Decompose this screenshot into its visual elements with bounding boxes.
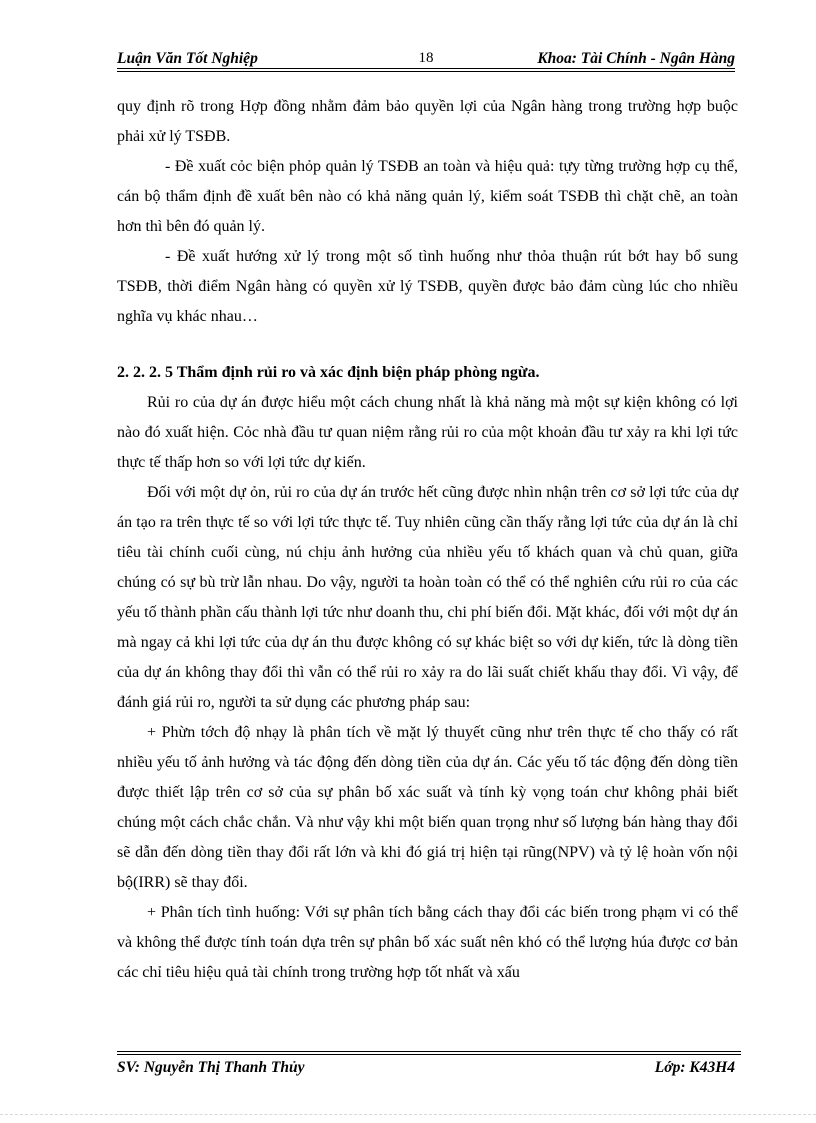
- section-heading: 2. 2. 2. 5 Thẩm định rủi ro và xác định biện pháp phòng ngừa.: [117, 364, 540, 381]
- class-code: Lớp: K43H4: [654, 1059, 735, 1076]
- paragraph-5: Đối với một dự ỏn, rủi ro của dự án trước hết cũng được nhìn nhận trên cơ sở lợi tức của dự án tạo ra trên thực tế so với lợi tức thực tế. Tuy nhiên cũng cần thấy rằng lợi tức của dự án là chỉ tiêu tài chính cuối cùng, nú chịu ảnh hưởng của nhiều yếu tố khách quan và chủ quan, giữa chúng có sự bù trừ lẫn nhau. Do vậy, người ta hoàn toàn có thể có thể nghiên cứu rủi ro của các yếu tố thành phần cấu thành lợi tức như doanh thu, chi phí biến đổi. Mặt khác, đối với một dự án mà ngay cả khi lợi tức của dự án thu được không có sự khác biệt so với dự kiến, tức là dòng tiền của dự án không thay đổi thì vẫn có thể rủi ro xảy ra do lãi suất chiết khấu thay đổi. Vì vậy, để đánh giá rủi ro, người ta sử dụng các phương pháp sau:: [117, 484, 738, 711]
- page-number: 18: [418, 50, 434, 66]
- page-header: [117, 46, 735, 72]
- page-body: [117, 92, 738, 988]
- paragraph-6: + Phừn tớch độ nhạy là phân tích về mặt lý thuyết cũng như trên thực tế cho thấy có rất nhiều yếu tố ảnh hưởng và tác động đến dòng tiền của dự án. Các yếu tố tác động đến dòng tiền được thiết lập trên cơ sở của sự phân bố xác suất và tính kỳ vọng toán chư không phải biết chúng một cách chắc chắn. Và như vậy khi một biến quan trọng như số lượng bán hàng thay đổi sẽ dẫn đến dòng tiền thay đổi rất lớn và khi đó giá trị hiện tại rũng(NPV) và tỷ lệ hoàn vốn nội bộ(IRR) sẽ thay đổi.: [117, 724, 738, 891]
- paragraph-4: Rủi ro của dự án được hiểu một cách chung nhất là khả năng mà một sự kiện không có lợi nào đó xuất hiện. Cỏc nhà đầu tư quan niệm rằng rủi ro của một khoản đầu tư xảy ra khi lợi tức thực tế thấp hơn so với lợi tức dự kiến.: [117, 394, 738, 471]
- student-name: SV: Nguyễn Thị Thanh Thủy: [117, 1059, 305, 1076]
- faculty-name: Khoa: Tài Chính - Ngân Hàng: [537, 50, 735, 67]
- paragraph-2: - Đề xuất cỏc biện phỏp quản lý TSĐB an toàn và hiệu quả: tựy từng trường hợp cụ thể, cán bộ thẩm định đề xuất bên nào có khả năng quản lý, kiểm soát TSĐB thì chặt chẽ, an toàn hơn thì bên đó quản lý.: [117, 158, 738, 235]
- paragraph-1: quy định rõ trong Hợp đồng nhằm đảm bảo quyền lợi của Ngân hàng trong trường hợp buộc phải xử lý TSĐB.: [117, 98, 738, 145]
- page-footer: [117, 1051, 741, 1079]
- paragraph-7: + Phân tích tình huống: Với sự phân tích bằng cách thay đổi các biến trong phạm vi có thể và không thể được tính toán dựa trên sự phân bố xác suất nên khó có thể lượng húa được cơ bản các chỉ tiêu hiệu quả tài chính trong trường hợp tốt nhất và xấu: [117, 904, 738, 981]
- thesis-title: Luận Văn Tốt Nghiệp: [117, 50, 258, 67]
- paragraph-3: - Đề xuất hướng xử lý trong một số tình huống như thỏa thuận rút bớt hay bổ sung TSĐB, thời điểm Ngân hàng có quyền xử lý TSĐB, quyền được bảo đảm cùng lúc cho nhiều nghĩa vụ khác nhau…: [117, 248, 738, 325]
- page-edge-divider: [0, 1114, 816, 1115]
